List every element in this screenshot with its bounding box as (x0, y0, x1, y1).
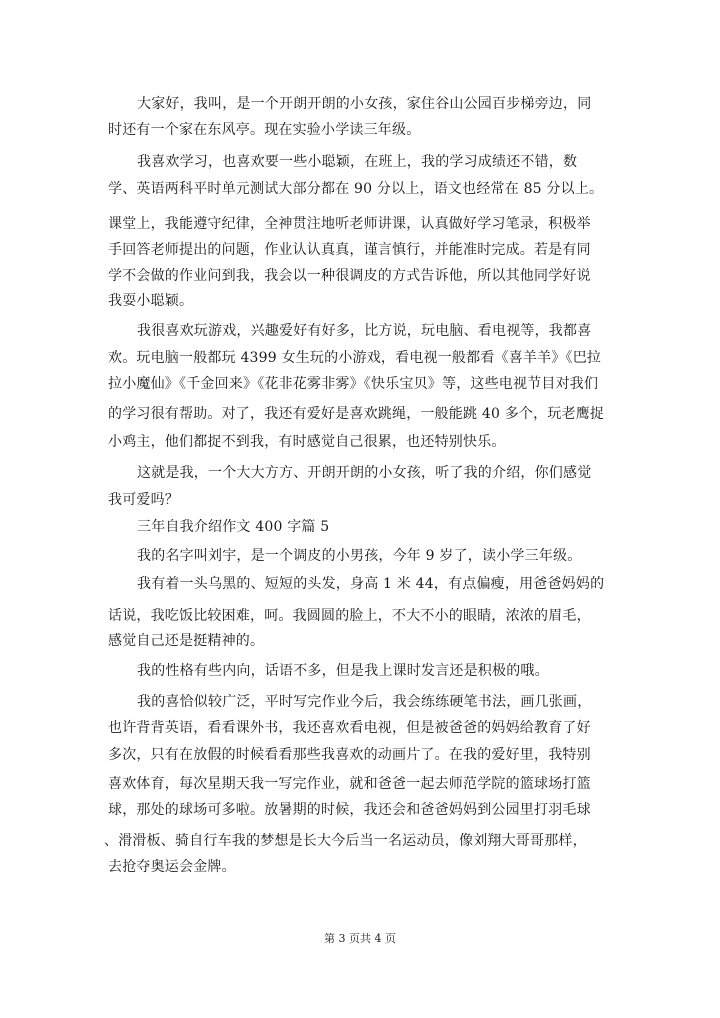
paragraph-line: 欢。玩电脑一般都玩 4399 女生玩的小游戏，看电视一般都看《喜羊羊》《巴拉 (108, 350, 602, 366)
paragraph-line: 小鸡主，他们都捉不到我，有时感觉自己很累，也还特别快乐。 (108, 434, 506, 450)
paragraph-line: 我很喜欢玩游戏，兴趣爱好有好多，比方说，玩电脑、看电视等，我都喜 (137, 323, 592, 339)
paragraph-line: 的学习很有帮助。对了，我还有爱好是喜欢跳绳，一般能跳 40 多个，玩老鹰捉 (108, 406, 605, 422)
paragraph-line: 这就是我，一个大大方方、开朗开朗的小女孩，听了我的介绍，你们感觉 (137, 465, 592, 481)
paragraph-line: 大家好，我叫，是一个开朗开朗的小女孩，家住谷山公园百步梯旁边，同 (137, 96, 592, 112)
paragraph-line: 感觉自己还是挺精神的。 (108, 633, 265, 649)
paragraph-line: 也许背背英语，看看课外书，我还喜欢看电视，但是被爸爸的妈妈给教育了好 (108, 720, 591, 736)
paragraph-line: 我的名字叫刘宇，是一个调皮的小男孩，今年 9 岁了，读小学三年级。 (137, 548, 582, 564)
paragraph-line: 喜欢体育，每次星期天我一写完作业，就和爸爸一起去师范学院的篮球场打篮 (108, 776, 591, 792)
paragraph-line: 学、英语两科平时单元测试大部分都在 90 分以上，语文也经常在 85 分以上。 (108, 181, 604, 197)
paragraph-line: 球，那处的球场可多啦。放暑期的时候，我还会和爸爸妈妈到公园里打羽毛球 (108, 802, 591, 818)
paragraph-line: 我可爱吗？ (108, 492, 179, 508)
paragraph-line: 我的性格有些内向，话语不多，但是我上课时发言还是积极的哦。 (137, 663, 549, 679)
paragraph-line: 我喜欢学习，也喜欢要一些小聪颖，在班上，我的学习成绩还不错，数 (137, 154, 578, 170)
paragraph-line: 我耍小聪颖。 (108, 293, 194, 309)
paragraph-line: 课堂上，我能遵守纪律，全神贯注地听老师讲课，认真做好学习笔录，积极举 (108, 216, 591, 232)
paragraph-line: 、滑滑板、骑自行车我的梦想是长大今后当一名运动员，像刘翔大哥哥那样， (104, 833, 587, 849)
paragraph-line: 我的喜恰似较广泛，平时写完作业今后，我会练练硬笔书法，画几张画， (137, 694, 592, 710)
paragraph-line: 学不会做的作业问到我，我会以一种很调皮的方式告诉他，所以其他同学好说 (108, 268, 591, 284)
paragraph-line: 话说，我吃饭比较困难，呵。我圆圆的脸上，不大不小的眼睛，浓浓的眉毛， (108, 608, 591, 624)
paragraph-line: 多次，只有在放假的时候看看那些我喜欢的动画片了。在我的爱好里，我特别 (108, 747, 591, 763)
paragraph-line: 去抢夺奥运会金牌。 (108, 859, 236, 875)
section-heading: 三年自我介绍作文 400 字篇 5 (137, 519, 330, 535)
page-footer: 第 3 页共 4 页 (324, 932, 396, 945)
paragraph-line: 拉小魔仙》《千金回来》《花非花雾非雾》《快乐宝贝》等，这些电视节目对我们 (108, 376, 599, 392)
paragraph-line: 我有着一头乌黑的、短短的头发，身高 1 米 44，有点偏瘦，用爸爸妈妈的 (137, 576, 605, 592)
paragraph-line: 手回答老师提出的问题，作业认认真真，谨言慎行，并能准时完成。若是有同 (108, 242, 591, 258)
paragraph-line: 时还有一个家在东风亭。现在实验小学读三年级。 (108, 122, 421, 138)
